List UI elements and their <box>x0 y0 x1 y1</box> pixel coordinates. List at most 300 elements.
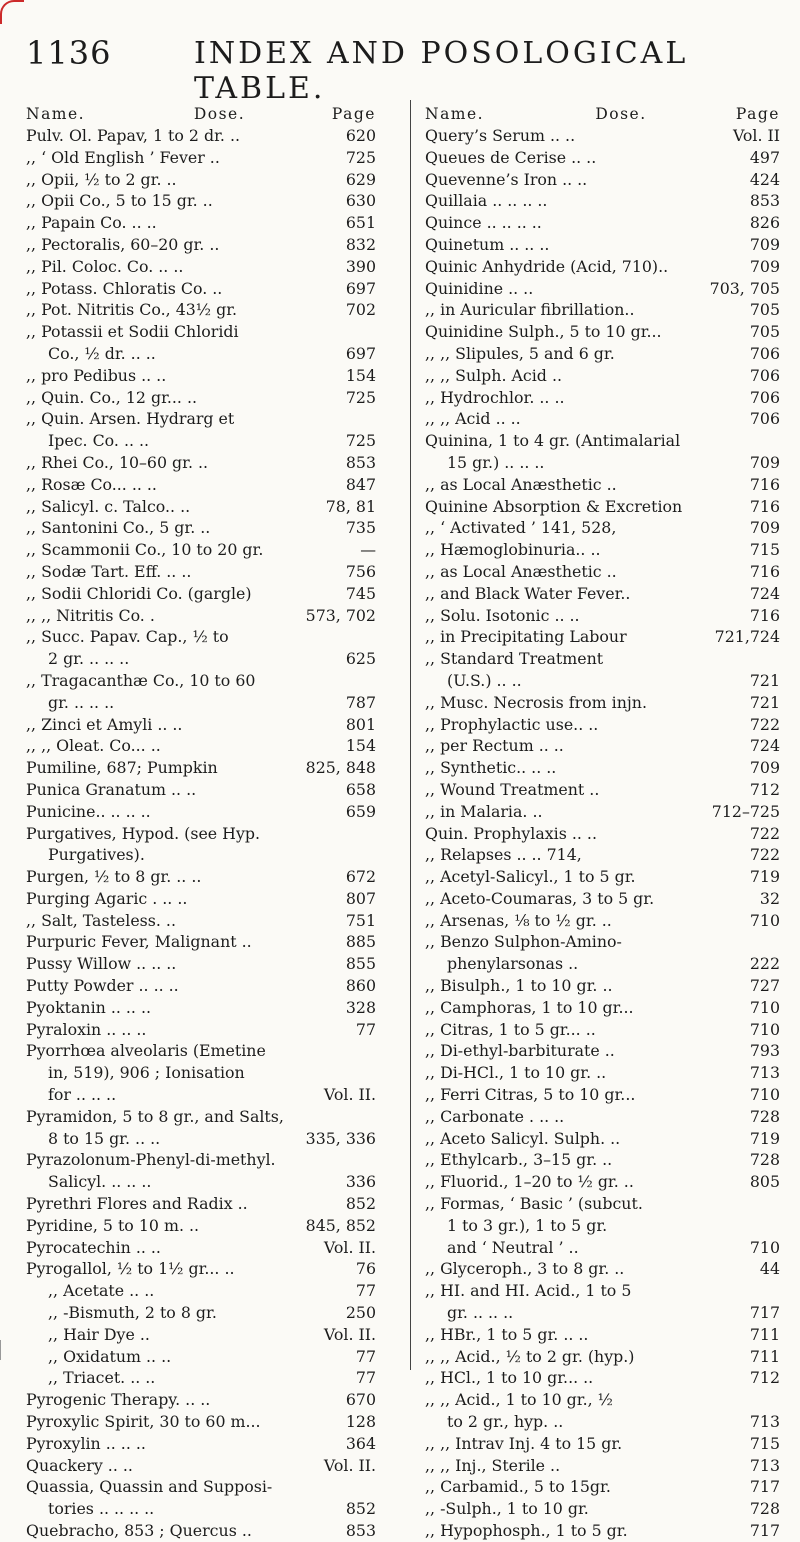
entry-text: ,, Synthetic.. .. .. <box>425 758 557 778</box>
entry-page-ref: 709 <box>749 518 780 538</box>
index-entry <box>26 365 376 387</box>
entry-text: Quin. Prophylaxis .. .. <box>425 823 597 843</box>
index-entry <box>425 278 780 300</box>
index-entry <box>425 125 780 147</box>
index-entry <box>26 1193 376 1215</box>
entry-text: ,, HI. and HI. Acid., 1 to 5 <box>425 1281 632 1301</box>
index-entry <box>425 1433 780 1455</box>
entry-page-ref: 711 <box>749 1346 780 1366</box>
index-entry <box>425 212 780 234</box>
index-entry <box>26 1040 376 1062</box>
index-entry <box>425 1019 780 1041</box>
entry-page-ref: 78, 81 <box>325 496 376 516</box>
entry-page-ref: 721 <box>749 692 780 712</box>
entry-page-ref: 716 <box>749 605 780 625</box>
entry-page-ref: 719 <box>749 867 780 887</box>
entry-text: ,, Bisulph., 1 to 10 gr. .. <box>425 976 613 996</box>
index-entry <box>26 605 376 627</box>
entry-page-ref: 706 <box>749 387 780 407</box>
entry-page-ref: 424 <box>749 169 780 189</box>
index-entry <box>425 452 780 474</box>
entry-text: ,, Santonini Co., 5 gr. .. <box>26 518 211 538</box>
index-entry <box>425 1455 780 1477</box>
entry-page-ref: 697 <box>345 278 376 298</box>
entry-page-ref: 853 <box>345 452 376 472</box>
entry-text: Pyroxylic Spirit, 30 to 60 m... <box>26 1412 261 1432</box>
entry-text: 8 to 15 gr. .. .. <box>48 1128 161 1148</box>
entry-page-ref: 727 <box>749 976 780 996</box>
index-entry <box>425 605 780 627</box>
index-entry <box>26 343 376 365</box>
entry-page-ref: 710 <box>749 910 780 930</box>
entry-text: ,, Tragacanthæ Co., 10 to 60 <box>26 670 256 690</box>
entry-page-ref: 735 <box>345 518 376 538</box>
entry-page-ref: 717 <box>749 1521 780 1540</box>
index-entry <box>425 735 780 757</box>
entry-text: Quinic Anhydride (Acid, 710).. <box>425 256 669 276</box>
index-entry <box>26 648 376 670</box>
entry-page-ref: 713 <box>749 1455 780 1475</box>
entry-page-ref: 709 <box>749 758 780 778</box>
entry-text: Pyrocatechin .. .. <box>26 1237 161 1257</box>
entry-text: ,, ‘ Old English ’ Fever .. <box>26 147 220 167</box>
index-entry <box>425 299 780 321</box>
entry-text: ,, Rhei Co., 10–60 gr. .. <box>26 452 209 472</box>
index-entry <box>425 1084 780 1106</box>
entry-text: (U.S.) .. .. <box>447 670 522 690</box>
page-corner-mark <box>0 0 24 24</box>
index-entry <box>425 648 780 670</box>
index-entry <box>26 1019 376 1041</box>
index-entry <box>425 1062 780 1084</box>
index-entry <box>26 997 376 1019</box>
entry-page-ref: 710 <box>749 1237 780 1257</box>
index-entry <box>425 1476 780 1498</box>
entry-text: Quinina, 1 to 4 gr. (Antimalarial <box>425 431 681 451</box>
entry-text: Pyrethri Flores and Radix .. <box>26 1194 248 1214</box>
entry-page-ref: 710 <box>749 1019 780 1039</box>
entry-page-ref: 716 <box>749 474 780 494</box>
entry-page-ref: Vol. II. <box>323 1237 376 1257</box>
index-entry <box>26 452 376 474</box>
entry-page-ref: 885 <box>345 932 376 952</box>
entry-text: ,, Potassii et Sodii Chloridi <box>26 322 239 342</box>
entry-text: Pyridine, 5 to 10 m. .. <box>26 1215 200 1235</box>
entry-page-ref: 128 <box>345 1412 376 1432</box>
entry-text: ,, ‘ Activated ’ 141, 528, <box>425 518 617 538</box>
entry-page-ref: 658 <box>345 779 376 799</box>
entry-text: ,, in Malaria. .. <box>425 801 543 821</box>
entry-text: in, 519), 906 ; Ionisation <box>48 1063 245 1083</box>
index-entry <box>425 430 780 452</box>
index-entry <box>425 234 780 256</box>
index-entry <box>425 1258 780 1280</box>
entry-text: ,, Scammonii Co., 10 to 20 gr. <box>26 540 264 560</box>
column-header-name: Name. <box>425 105 485 123</box>
entry-page-ref: 705 <box>749 322 780 342</box>
entry-text: ,, HBr., 1 to 5 gr. .. .. <box>425 1324 589 1344</box>
index-entry <box>425 757 780 779</box>
entry-page-ref: 852 <box>345 1499 376 1519</box>
entry-page-ref: 725 <box>345 147 376 167</box>
entry-page-ref: 651 <box>345 213 376 233</box>
entry-text: ,, Oxidatum .. .. <box>48 1346 172 1366</box>
entry-text: ,, ,, Oleat. Co... .. <box>26 736 161 756</box>
entry-text: ,, Hydrochlor. .. .. <box>425 387 565 407</box>
entry-text: ,, Carbonate . .. .. <box>425 1106 565 1126</box>
index-entry <box>26 299 376 321</box>
entry-page-ref: 497 <box>749 147 780 167</box>
entry-text: Queues de Cerise .. .. <box>425 147 597 167</box>
index-entry <box>26 714 376 736</box>
index-entry <box>425 539 780 561</box>
entry-page-ref: 728 <box>749 1150 780 1170</box>
entry-page-ref: 724 <box>749 736 780 756</box>
entry-text: Punica Granatum .. .. <box>26 779 197 799</box>
entry-page-ref: 659 <box>345 801 376 821</box>
entry-text: Quevenne’s Iron .. .. <box>425 169 588 189</box>
index-entry <box>425 714 780 736</box>
entry-text: Purging Agaric . .. .. <box>26 888 188 908</box>
entry-page-ref: 706 <box>749 343 780 363</box>
entry-page-ref: 832 <box>345 234 376 254</box>
index-entry <box>425 1389 780 1411</box>
entry-page-ref: 32 <box>759 888 780 908</box>
index-entry <box>26 256 376 278</box>
index-entry <box>425 1280 780 1302</box>
index-entry <box>425 1040 780 1062</box>
entry-text: ,, HCl., 1 to 10 gr... .. <box>425 1368 594 1388</box>
entry-text: ,, Ethylcarb., 3–15 gr. .. <box>425 1150 613 1170</box>
index-entry <box>26 496 376 518</box>
index-entry <box>425 190 780 212</box>
index-entry <box>425 866 780 888</box>
entry-text: ,, Papain Co. .. .. <box>26 213 157 233</box>
entry-page-ref: 573, 702 <box>305 605 376 625</box>
entry-text: ,, ,, Inj., Sterile .. <box>425 1455 561 1475</box>
entry-text: ,, Salicyl. c. Talco.. .. <box>26 496 191 516</box>
entry-page-ref: 852 <box>345 1194 376 1214</box>
entry-page-ref: 724 <box>749 583 780 603</box>
entry-page-ref: Vol. II. <box>323 1324 376 1344</box>
index-entry <box>26 1411 376 1433</box>
index-entry <box>26 1171 376 1193</box>
index-entry <box>26 190 376 212</box>
entry-page-ref: 725 <box>345 431 376 451</box>
index-entry <box>26 1215 376 1237</box>
entry-page-ref: 328 <box>345 997 376 1017</box>
entry-text: ,, -Bismuth, 2 to 8 gr. <box>48 1303 217 1323</box>
index-entry <box>26 626 376 648</box>
entry-page-ref: 713 <box>749 1063 780 1083</box>
entry-text: Quassia, Quassin and Supposi- <box>26 1477 273 1497</box>
page-title: INDEX AND POSOLOGICAL TABLE. <box>194 36 689 106</box>
entry-page-ref: 630 <box>345 191 376 211</box>
entry-text: Pyorrhœa alveolaris (Emetine <box>26 1041 266 1061</box>
index-entry <box>26 953 376 975</box>
entry-text: ,, and Black Water Fever.. <box>425 583 631 603</box>
index-entry <box>26 1128 376 1150</box>
entry-text: Quebracho, 853 ; Quercus .. <box>26 1521 252 1540</box>
entry-text: ,, Musc. Necrosis from injn. <box>425 692 648 712</box>
entry-text: ,, Carbamid., 5 to 15gr. <box>425 1477 611 1497</box>
entry-page-ref: 722 <box>749 714 780 734</box>
entry-text: ,, Pot. Nitritis Co., 43½ gr. <box>26 300 238 320</box>
index-entry <box>26 517 376 539</box>
index-entry <box>26 561 376 583</box>
index-entry <box>26 1324 376 1346</box>
page-edge-mark <box>0 1340 7 1360</box>
index-entry <box>26 1302 376 1324</box>
entry-text: phenylarsonas .. <box>447 954 579 974</box>
index-entry <box>425 931 780 953</box>
entry-text: ,, Salt, Tasteless. .. <box>26 910 176 930</box>
entry-text: gr. .. .. .. <box>48 692 115 712</box>
entry-text: Quinetum .. .. .. <box>425 234 550 254</box>
entry-page-ref: 853 <box>345 1521 376 1540</box>
index-entry <box>26 1237 376 1259</box>
index-entry <box>425 387 780 409</box>
entry-text: ,, Hæmoglobinuria.. .. <box>425 540 601 560</box>
entry-text: Quinidine Sulph., 5 to 10 gr... <box>425 322 662 342</box>
index-entry <box>26 823 376 845</box>
index-entry <box>425 910 780 932</box>
entry-page-ref: Vol. II. <box>323 1085 376 1105</box>
column-header-name: Name. <box>26 105 86 123</box>
entry-text: ,, ,, Slipules, 5 and 6 gr. <box>425 343 615 363</box>
index-entry <box>425 692 780 714</box>
entry-page-ref: 728 <box>749 1106 780 1126</box>
index-entry <box>425 823 780 845</box>
index-entry <box>425 801 780 823</box>
entry-text: ,, Benzo Sulphon-Amino- <box>425 932 622 952</box>
entry-text: ,, Di-HCl., 1 to 10 gr. .. <box>425 1063 607 1083</box>
entry-page-ref: 721,724 <box>714 627 780 647</box>
index-entry <box>26 1149 376 1171</box>
entry-page-ref: 709 <box>749 452 780 472</box>
entry-text: Pyraloxin .. .. .. <box>26 1019 147 1039</box>
entry-page-ref: 715 <box>749 540 780 560</box>
index-entry <box>26 670 376 692</box>
entry-page-ref: 719 <box>749 1128 780 1148</box>
index-entry <box>425 888 780 910</box>
entry-text: Purgen, ½ to 8 gr. .. .. <box>26 867 202 887</box>
index-entry <box>425 779 780 801</box>
entry-text: Ipec. Co. .. .. <box>48 431 150 451</box>
entry-page-ref: 709 <box>749 234 780 254</box>
index-entry <box>425 1193 780 1215</box>
entry-text: ,, Arsenas, ⅛ to ½ gr. .. <box>425 910 612 930</box>
entry-page-ref: 847 <box>345 474 376 494</box>
entry-page-ref: 756 <box>345 561 376 581</box>
index-entry <box>26 387 376 409</box>
index-entry <box>425 953 780 975</box>
entry-page-ref: 670 <box>345 1390 376 1410</box>
entry-page-ref: 715 <box>749 1433 780 1453</box>
entry-text: Punicine.. .. .. .. <box>26 801 151 821</box>
index-entry <box>425 1324 780 1346</box>
entry-text: ,, ,, Acid .. .. <box>425 409 521 429</box>
entry-text: ,, ,, Acid., 1 to 10 gr., ½ <box>425 1390 613 1410</box>
entry-text: ,, per Rectum .. .. <box>425 736 564 756</box>
index-entry <box>26 147 376 169</box>
entry-text: Quackery .. .. <box>26 1455 133 1475</box>
entry-text: ,, Relapses .. .. 714, <box>425 845 582 865</box>
column-header-dose: Dose. <box>193 105 246 123</box>
entry-text: ,, pro Pedibus .. .. <box>26 365 167 385</box>
index-entry <box>425 517 780 539</box>
index-entry <box>425 1128 780 1150</box>
entry-text: 1 to 3 gr.), 1 to 5 gr. <box>447 1215 608 1235</box>
entry-text: ,, in Precipitating Labour <box>425 627 627 647</box>
entry-page-ref: 77 <box>355 1368 376 1388</box>
entry-page-ref: 725 <box>345 387 376 407</box>
index-entry <box>425 1498 780 1520</box>
entry-page-ref: 697 <box>345 343 376 363</box>
entry-page-ref: Vol. II. <box>323 1455 376 1475</box>
entry-text: ,, Acetate .. .. <box>48 1281 155 1301</box>
entry-text: Putty Powder .. .. .. <box>26 976 179 996</box>
entry-text: ,, Wound Treatment .. <box>425 779 600 799</box>
entry-text: ,, Prophylactic use.. .. <box>425 714 599 734</box>
entry-page-ref: 620 <box>345 126 376 145</box>
entry-page-ref: 711 <box>749 1324 780 1344</box>
index-entry <box>26 692 376 714</box>
entry-text: ,, Citras, 1 to 5 gr... .. <box>425 1019 596 1039</box>
entry-page-ref: 335, 336 <box>305 1128 376 1148</box>
index-entry <box>425 1237 780 1259</box>
entry-text: ,, ,, Sulph. Acid .. <box>425 365 562 385</box>
index-entry <box>425 474 780 496</box>
index-entry <box>26 125 376 147</box>
column-header-dose: Dose. <box>595 105 647 123</box>
index-entry <box>425 1171 780 1193</box>
index-entry <box>425 670 780 692</box>
entry-page-ref: 77 <box>355 1281 376 1301</box>
entry-text: Query’s Serum .. .. <box>425 126 576 145</box>
index-entry <box>425 169 780 191</box>
index-entry <box>425 583 780 605</box>
index-entry <box>26 1280 376 1302</box>
entry-text: ,, Solu. Isotonic .. .. <box>425 605 580 625</box>
entry-text: ,, Standard Treatment <box>425 649 604 669</box>
index-entry <box>26 1062 376 1084</box>
entry-text: ,, Pil. Coloc. Co. .. .. <box>26 256 184 276</box>
index-entry <box>425 321 780 343</box>
index-entry <box>26 844 376 866</box>
entry-page-ref: 805 <box>749 1172 780 1192</box>
entry-text: ,, Hair Dye .. <box>48 1324 150 1344</box>
index-entry <box>425 844 780 866</box>
entry-text: ,, ,, Nitritis Co. . <box>26 605 155 625</box>
entry-text: Purpuric Fever, Malignant .. <box>26 932 252 952</box>
entry-page-ref: 721 <box>749 670 780 690</box>
entry-text: 15 gr.) .. .. .. <box>447 452 545 472</box>
index-entry <box>425 256 780 278</box>
entry-page-ref: 77 <box>355 1346 376 1366</box>
page-header <box>26 34 778 106</box>
entry-text: ,, Sodii Chloridi Co. (gargle) <box>26 583 252 603</box>
index-entry <box>26 1084 376 1106</box>
index-entry <box>26 735 376 757</box>
entry-text: ,, in Auricular fibrillation.. <box>425 300 635 320</box>
entry-text: ,, Potass. Chloratis Co. .. <box>26 278 223 298</box>
entry-text: ,, Aceto Salicyl. Sulph. .. <box>425 1128 621 1148</box>
entry-text: Pyrazolonum-Phenyl-di-methyl. <box>26 1150 276 1170</box>
column-header <box>26 104 376 125</box>
entry-page-ref: 76 <box>355 1259 376 1279</box>
entry-page-ref: 702 <box>345 300 376 320</box>
entry-text: gr. .. .. .. <box>447 1303 514 1323</box>
entry-text: ,, Pectoralis, 60–20 gr. .. <box>26 234 220 254</box>
entry-text: ,, Opii, ½ to 2 gr. .. <box>26 169 177 189</box>
index-entry <box>425 1149 780 1171</box>
entry-page-ref: 826 <box>749 213 780 233</box>
entry-text: ,, Opii Co., 5 to 15 gr. .. <box>26 191 213 211</box>
index-entry <box>26 801 376 823</box>
entry-text: ,, ,, Acid., ½ to 2 gr. (hyp.) <box>425 1346 635 1366</box>
entry-text: tories .. .. .. .. <box>48 1499 155 1519</box>
entry-text: Pulv. Ol. Papav, 1 to 2 dr. .. <box>26 126 240 145</box>
entry-page-ref: 716 <box>749 561 780 581</box>
entry-page-ref: 710 <box>749 1085 780 1105</box>
column-header-page: Page <box>331 105 376 123</box>
entry-text: ,, Succ. Papav. Cap., ½ to <box>26 627 229 647</box>
entry-page-ref: 713 <box>749 1412 780 1432</box>
entry-page-ref: 706 <box>749 365 780 385</box>
index-entry <box>425 1215 780 1237</box>
entry-text: ,, Ferri Citras, 5 to 10 gr... <box>425 1085 636 1105</box>
index-entry <box>425 1346 780 1368</box>
entry-text: Pussy Willow .. .. .. <box>26 954 177 974</box>
entry-page-ref: 77 <box>355 1019 376 1039</box>
index-entry <box>26 212 376 234</box>
index-entry <box>425 1302 780 1324</box>
entry-page-ref: 625 <box>345 649 376 669</box>
index-entry <box>26 866 376 888</box>
entry-page-ref: 717 <box>749 1477 780 1497</box>
index-entry <box>26 430 376 452</box>
entry-page-ref: 728 <box>749 1499 780 1519</box>
entry-page-ref: 222 <box>749 954 780 974</box>
index-column-right <box>425 104 780 1542</box>
entry-text: ,, as Local Anæsthetic .. <box>425 561 617 581</box>
entry-page-ref: 629 <box>345 169 376 189</box>
entry-page-ref: 705 <box>749 300 780 320</box>
index-entry <box>26 1498 376 1520</box>
entry-page-ref: 860 <box>345 976 376 996</box>
entry-text: ,, Quin. Co., 12 gr... .. <box>26 387 198 407</box>
entry-text: ,, Acetyl-Salicyl., 1 to 5 gr. <box>425 867 636 887</box>
entry-page-ref: 801 <box>345 714 376 734</box>
entry-text: Pyrogallol, ½ to 1½ gr... .. <box>26 1259 235 1279</box>
entry-page-ref: 745 <box>345 583 376 603</box>
index-entry <box>425 343 780 365</box>
entry-text: ,, Triacet. .. .. <box>48 1368 156 1388</box>
index-entry <box>425 975 780 997</box>
index-entry <box>425 1106 780 1128</box>
index-entry <box>425 1411 780 1433</box>
index-entry <box>26 539 376 561</box>
entry-page-ref: 845, 852 <box>305 1215 376 1235</box>
index-entry <box>425 561 780 583</box>
index-entry <box>26 234 376 256</box>
entry-page-ref: 364 <box>345 1433 376 1453</box>
index-entry <box>26 931 376 953</box>
entry-page-ref: 154 <box>345 365 376 385</box>
entry-text: Pyroxylin .. .. .. <box>26 1433 146 1453</box>
entry-page-ref: Vol. II <box>732 126 780 145</box>
